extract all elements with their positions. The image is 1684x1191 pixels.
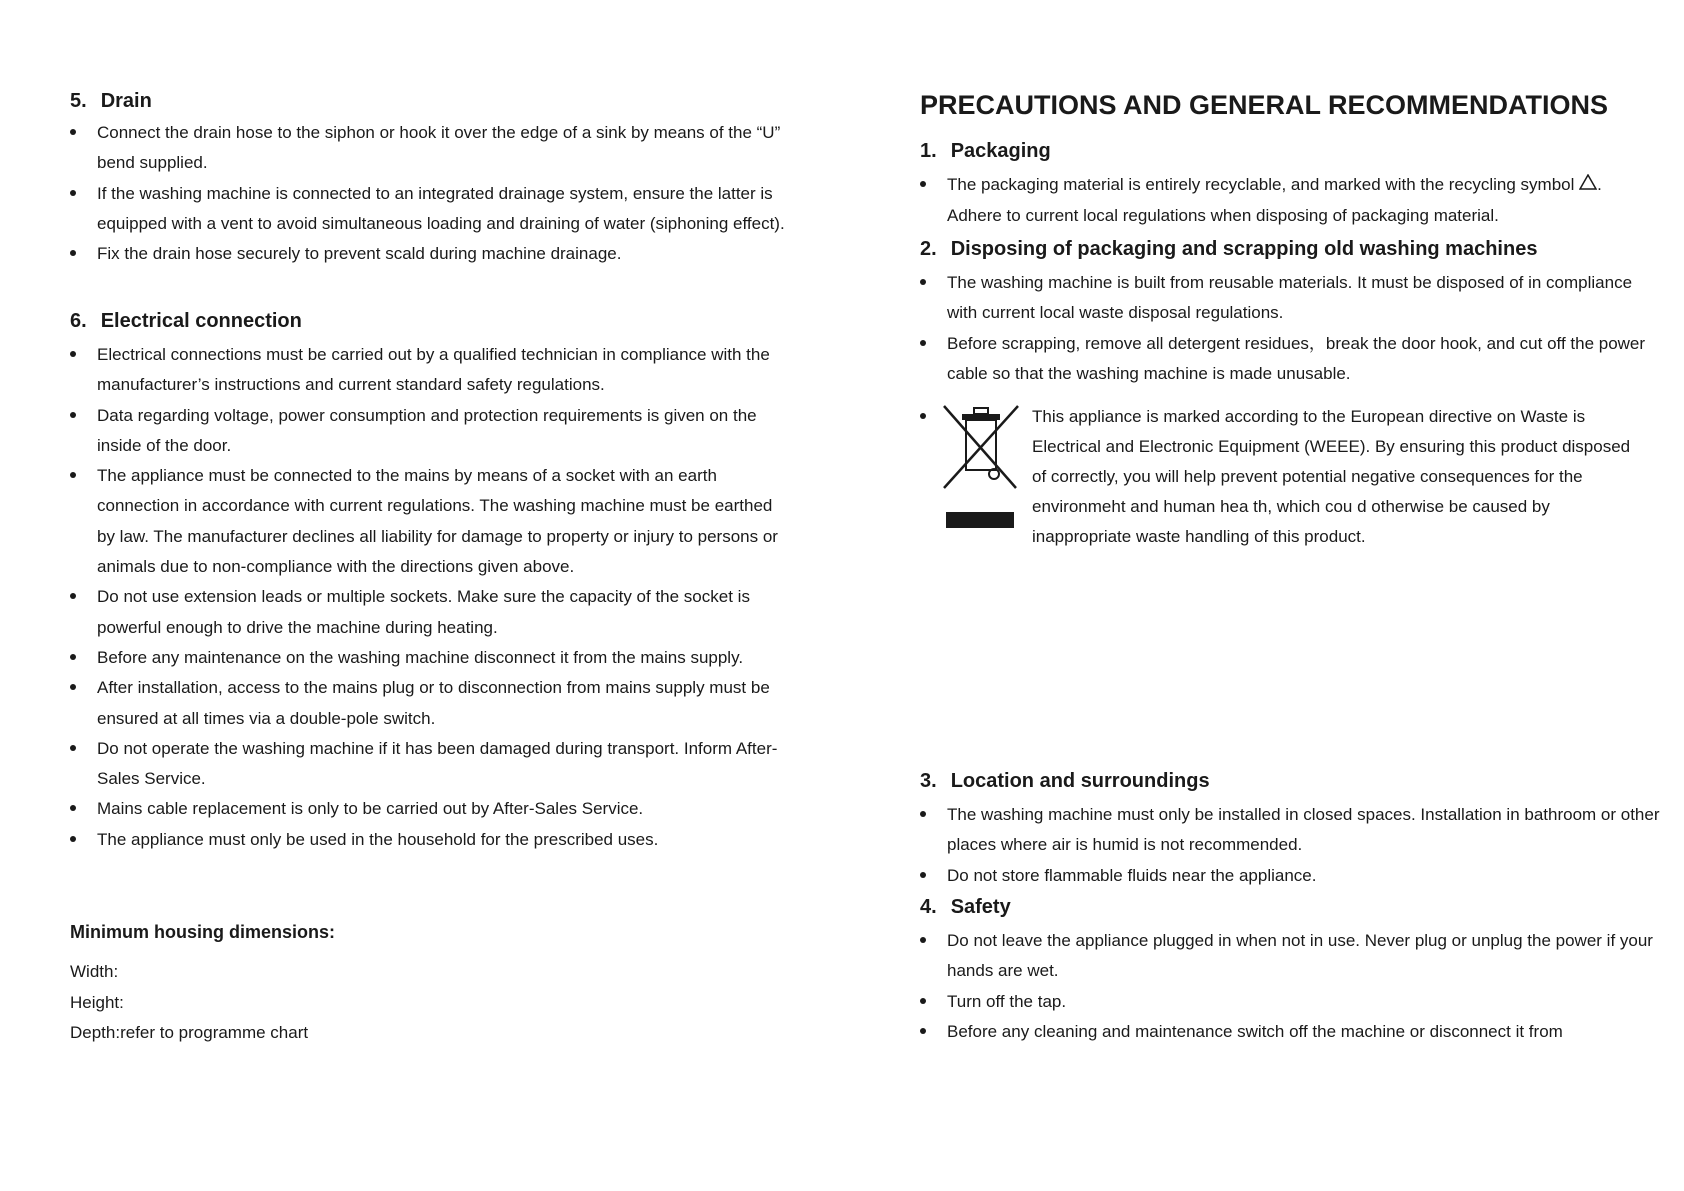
bullet-icon — [920, 811, 926, 817]
section-title: Location and surroundings — [950, 770, 1210, 792]
section-location-heading — [920, 770, 1210, 793]
section-electrical-heading — [70, 310, 302, 333]
bullet-icon — [70, 836, 76, 842]
bullet-icon — [920, 413, 926, 419]
bullet-icon — [920, 998, 926, 1004]
housing-width: Width: — [70, 962, 119, 981]
list-item: Do not store flammable fluids near the appliance. — [920, 861, 1660, 891]
list-item: If the washing machine is connected to an integrated drainage system, ensure the latter is equipped with a vent to avoid simultaneous loading and draining of water (siphoning effect). — [70, 179, 790, 240]
list-item: After installation, access to the mains plug or to disconnection from mains supply must be ensured at all times via a double-pole switch. — [70, 673, 790, 734]
section-number: 6. — [70, 310, 87, 332]
bullet-icon — [70, 654, 76, 660]
section-number: 4. — [920, 896, 937, 918]
bullet-icon — [70, 190, 76, 196]
list-item: Do not operate the washing machine if it has been damaged during transport. Inform After-Sales Service. — [70, 734, 790, 795]
bullet-icon — [920, 279, 926, 285]
bullet-icon — [70, 250, 76, 256]
bullet-icon — [70, 129, 76, 135]
disposing-list — [920, 268, 1660, 389]
list-item: Before scrapping, remove all detergent residues，break the door hook, and cut off the power cable so that the washing machine is made unusable. — [920, 329, 1660, 390]
list-item: Before any maintenance on the washing machine disconnect it from the mains supply. — [70, 643, 790, 673]
bullet-icon — [920, 1028, 926, 1034]
bullet-icon — [70, 472, 76, 478]
bullet-icon — [70, 593, 76, 599]
section-title: Electrical connection — [100, 310, 302, 332]
electrical-list — [70, 340, 790, 855]
list-item: The packaging material is entirely recyclable, and marked with the recycling symbol . Adhere to current local regulations when disposing of packaging material. — [920, 170, 1660, 232]
bullet-icon — [70, 745, 76, 751]
bullet-icon — [70, 351, 76, 357]
section-title: Safety — [950, 896, 1011, 918]
list-item: Do not use extension leads or multiple sockets. Make sure the capacity of the socket is powerful enough to drive the machine during heating. — [70, 582, 790, 643]
section-title: Disposing of packaging and scrapping old washing machines — [950, 238, 1538, 260]
list-item: Before any cleaning and maintenance switch off the machine or disconnect it from — [920, 1017, 1660, 1047]
packaging-list — [920, 170, 1660, 232]
location-list — [920, 800, 1660, 891]
list-item: Data regarding voltage, power consumption and protection requirements is given on the inside of the door. — [70, 401, 790, 462]
list-item: Connect the drain hose to the siphon or hook it over the edge of a sink by means of the “U” bend supplied. — [70, 118, 790, 179]
section-number: 5. — [70, 90, 87, 112]
housing-depth: Depth:refer to programme chart — [70, 1023, 309, 1042]
safety-list — [920, 926, 1660, 1047]
page-title: PRECAUTIONS AND GENERAL RECOMMENDATIONS — [920, 90, 1609, 120]
section-title: Packaging — [950, 140, 1051, 162]
section-disposing-heading — [920, 238, 1537, 261]
section-drain-heading — [70, 90, 152, 113]
list-item: Mains cable replacement is only to be carried out by After-Sales Service. — [70, 794, 790, 824]
weee-crossed-bin-icon — [938, 402, 1028, 532]
section-packaging-heading — [920, 140, 1051, 163]
list-item: Do not leave the appliance plugged in when not in use. Never plug or unplug the power if your hands are wet. — [920, 926, 1660, 987]
section-number: 1. — [920, 140, 937, 162]
bullet-icon — [920, 340, 926, 346]
list-item: Turn off the tap. — [920, 987, 1660, 1017]
drain-list — [70, 118, 790, 269]
recycle-icon — [1579, 171, 1597, 201]
weee-text: This appliance is marked according to the European directive on Waste is Electrical and Electronic Equipment (WEEE). By ensuring this product disposed of correctly, you will help prevent potential negative consequences for the environmeht and human hea th, which cou d otherwise be caused by inappropriate waste handling of this product. — [1032, 407, 1631, 546]
bullet-icon — [920, 872, 926, 878]
bullet-icon — [70, 805, 76, 811]
section-safety-heading — [920, 896, 1011, 919]
section-number: 2. — [920, 238, 937, 260]
housing-dimensions-title: Minimum housing dimensions: — [70, 922, 335, 942]
list-item: The appliance must be connected to the mains by means of a socket with an earth connection in accordance with current regulations. The washing machine must be earthed by law. The manufacturer declines all liability for damage to property or injury to persons or animals due to non-compliance with the directions given above. — [70, 461, 790, 582]
list-item: Fix the drain hose securely to prevent scald during machine drainage. — [70, 239, 790, 269]
bullet-icon — [920, 181, 926, 187]
section-title: Drain — [100, 90, 152, 112]
bullet-icon — [70, 412, 76, 418]
bullet-icon — [920, 937, 926, 943]
list-item: Electrical connections must be carried out by a qualified technician in compliance with the manufacturer’s instructions and current standard safety regulations. — [70, 340, 790, 401]
housing-height: Height: — [70, 993, 124, 1012]
bullet-icon — [70, 684, 76, 690]
list-item: The appliance must only be used in the household for the prescribed uses. — [70, 825, 790, 855]
section-number: 3. — [920, 770, 937, 792]
list-item: The washing machine is built from reusable materials. It must be disposed of in compliance with current local waste disposal regulations. — [920, 268, 1660, 329]
list-item: The washing machine must only be installed in closed spaces. Installation in bathroom or other places where air is humid is not recommended. — [920, 800, 1660, 861]
